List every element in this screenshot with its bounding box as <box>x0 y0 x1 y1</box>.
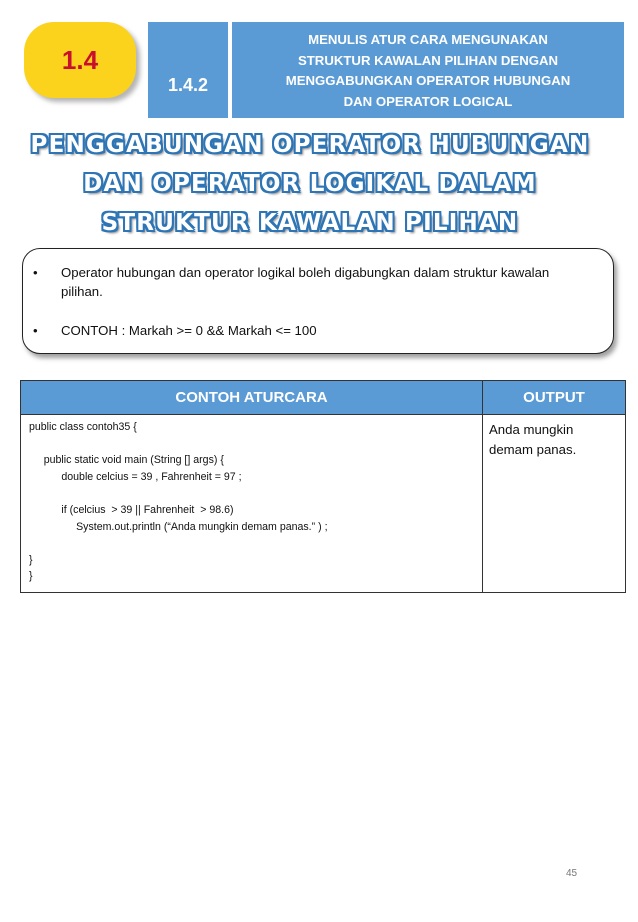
note-item <box>33 263 593 301</box>
note-item <box>33 321 593 340</box>
note-box <box>22 248 614 354</box>
output-column-header: OUTPUT <box>483 381 626 415</box>
code-line: public static void main (String [] args) { <box>29 454 224 467</box>
code-line: double celcius = 39 , Fahrenheit = 97 ; <box>29 470 242 483</box>
code-line <box>29 535 482 552</box>
example-table <box>20 380 626 593</box>
code-line <box>29 485 482 502</box>
section-title-line: MENULIS ATUR CARA MENGUNAKAN <box>308 32 548 47</box>
section-title-line: MENGGABUNGKAN OPERATOR HUBUNGAN <box>285 73 571 88</box>
section-number: 1.4.2 <box>148 22 228 118</box>
section-title-line: DAN OPERATOR LOGICAL <box>343 93 513 109</box>
page-title-line: DAN OPERATOR LOGIKAL DALAM <box>83 171 537 197</box>
bullet-icon: • <box>33 265 38 280</box>
code-line <box>29 436 482 453</box>
code-line: if (celcius > 39 || Fahrenheit > 98.6) <box>29 503 234 516</box>
code-line: } <box>29 553 33 566</box>
page-title-line: STRUKTUR KAWALAN PILIHAN <box>101 210 519 236</box>
section-title-line: STRUKTUR KAWALAN PILIHAN DENGAN <box>297 52 559 68</box>
code-line: } <box>29 570 33 583</box>
page-number: 45 <box>566 868 578 879</box>
note-text: Operator hubungan dan operator logikal boleh digabungkan dalam struktur kawalan pilihan. <box>61 265 550 299</box>
code-line: System.out.println (“Anda mungkin demam panas.” ) ; <box>29 520 328 533</box>
output-line: demam panas. <box>489 442 577 457</box>
section-badge: 1.4 <box>24 22 136 98</box>
output-line: Anda mungkin <box>489 422 574 437</box>
output-cell <box>483 415 626 593</box>
code-column-header: CONTOH ATURCARA <box>21 381 483 415</box>
code-cell <box>21 415 483 593</box>
section-title <box>232 22 624 118</box>
note-text: CONTOH : Markah >= 0 && Markah <= 100 <box>61 323 317 338</box>
page-title-line: PENGGABUNGAN OPERATOR HUBUNGAN <box>30 132 590 158</box>
page-title <box>0 126 620 243</box>
bullet-icon: • <box>33 323 38 338</box>
code-line: public class contoh35 { <box>29 421 137 433</box>
